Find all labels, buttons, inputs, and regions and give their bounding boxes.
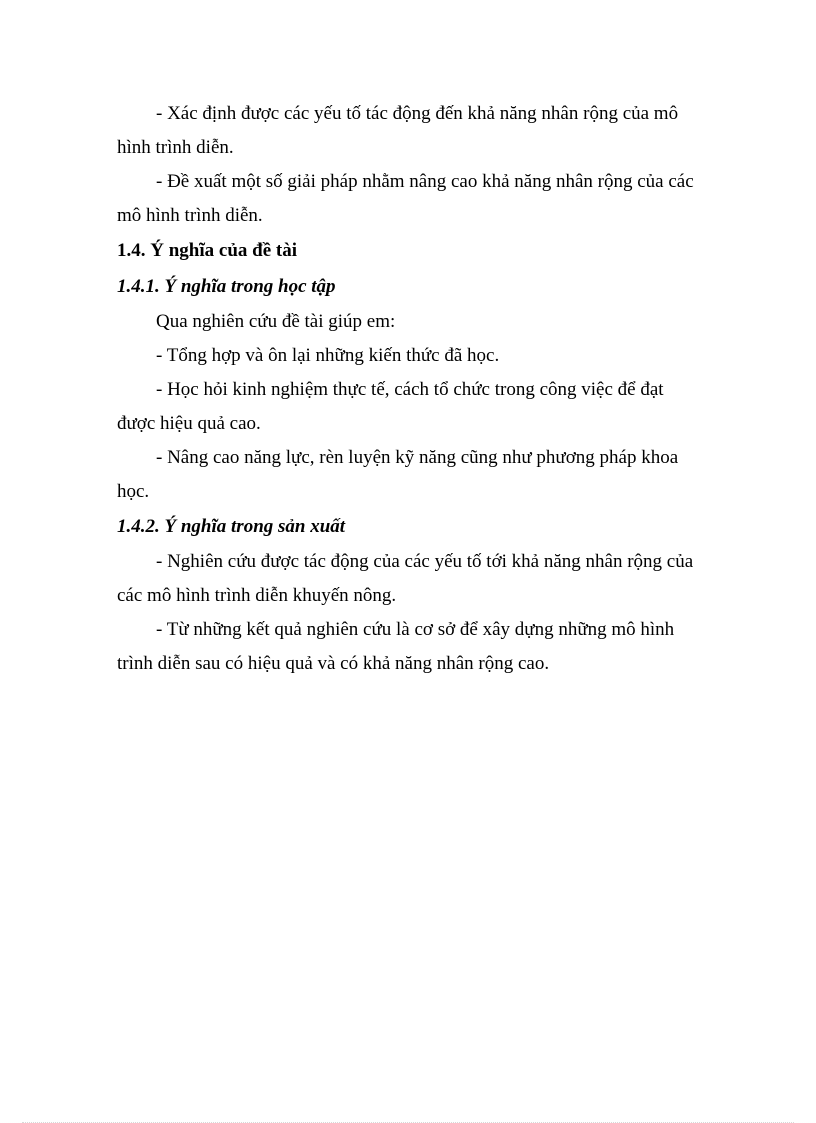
paragraph-line: - Nâng cao năng lực, rèn luyện kỹ năng cũng như phương pháp khoa bbox=[156, 447, 679, 468]
paragraph-line: trình diễn sau có hiệu quả và có khả năng nhân rộng cao. bbox=[117, 653, 550, 674]
paragraph-line: - Tổng hợp và ôn lại những kiến thức đã học. bbox=[156, 345, 500, 366]
paragraph-line: các mô hình trình diễn khuyến nông. bbox=[117, 585, 397, 606]
section-heading: 1.4. Ý nghĩa của đề tài bbox=[117, 240, 297, 261]
paragraph-line: mô hình trình diễn. bbox=[117, 205, 263, 226]
paragraph-line: - Đề xuất một số giải pháp nhằm nâng cao khả năng nhân rộng của các bbox=[156, 171, 694, 192]
paragraph-line: được hiệu quả cao. bbox=[117, 413, 261, 434]
paragraph-line: hình trình diễn. bbox=[117, 137, 234, 158]
paragraph-line: - Xác định được các yếu tố tác động đến khả năng nhân rộng của mô bbox=[156, 103, 679, 124]
paragraph-line: học. bbox=[117, 481, 150, 502]
subsection-heading: 1.4.1. Ý nghĩa trong học tập bbox=[117, 276, 336, 297]
paragraph-line: - Từ những kết quả nghiên cứu là cơ sở để xây dựng những mô hình bbox=[156, 619, 675, 640]
paragraph-line: - Học hỏi kinh nghiệm thực tế, cách tổ chức trong công việc để đạt bbox=[156, 379, 664, 400]
paragraph-line: - Nghiên cứu được tác động của các yếu tố tới khả năng nhân rộng của bbox=[156, 551, 694, 572]
paragraph-line: Qua nghiên cứu đề tài giúp em: bbox=[156, 311, 396, 332]
subsection-heading: 1.4.2. Ý nghĩa trong sản xuất bbox=[117, 516, 346, 537]
